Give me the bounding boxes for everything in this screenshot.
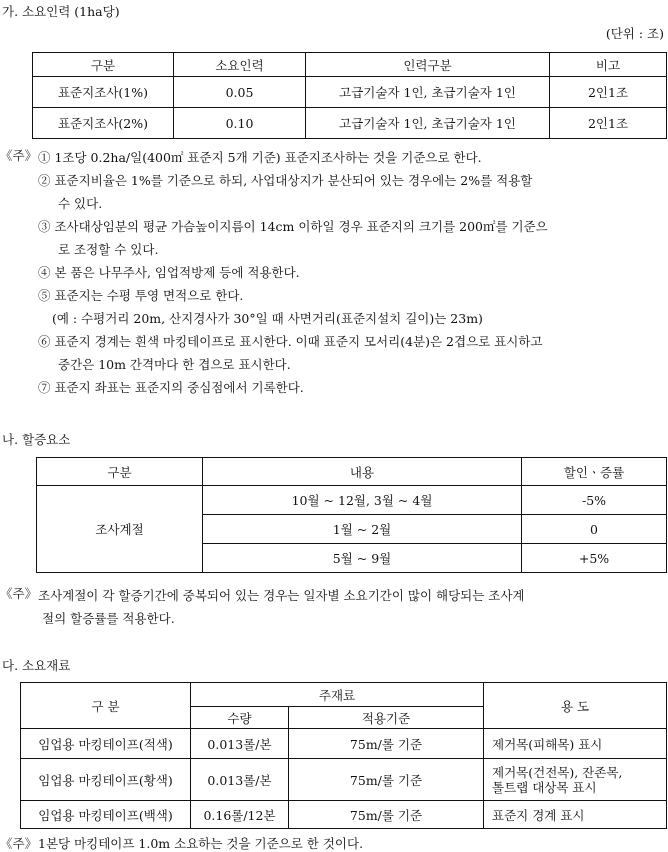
table-cell: 75m/롤 기준 (289, 801, 484, 829)
table-cell: 75m/롤 기준 (289, 759, 484, 801)
table-cell: 표준지 경계 표시 (484, 801, 667, 829)
note-mark: 《주》 (0, 148, 38, 163)
table-cell: 10월 ~ 12월, 3월 ~ 4월 (203, 486, 522, 515)
header-cell: 적용기준 (289, 707, 484, 729)
table-cell: 5월 ~ 9월 (203, 544, 522, 573)
table-cell: 2인1조 (550, 108, 667, 139)
table-cell: 표준지조사(1%) (33, 77, 174, 108)
table-header-row (21, 683, 667, 707)
note-mark: 《주》 (0, 586, 38, 601)
note-item: ⑥ 표준지 경계는 흰색 마킹테이프로 표시한다. 이때 표준지 모서리(4분)은 2겹으로 표시하고 (38, 334, 543, 349)
table-row (33, 77, 667, 108)
header-cell: 수량 (191, 707, 289, 729)
note-item: 조사계절이 각 할증기간에 중복되어 있는 경우는 일자별 소요기간이 많이 해당되는 조사계 (38, 588, 525, 603)
header-cell: 소요인력 (174, 53, 306, 77)
header-cell: 내용 (203, 458, 522, 486)
table-cell: 0.05 (174, 77, 306, 108)
header-cell: 용 도 (484, 683, 667, 729)
table-cell: 고급기술자 1인, 초급기술자 1인 (306, 77, 550, 108)
table-cell: 0.013롤/본 (191, 729, 289, 759)
section-a-title: 가. 소요인력 (1ha당) (2, 4, 120, 19)
header-cell: 할인ㆍ증률 (522, 458, 667, 486)
surcharge-table (36, 457, 667, 573)
notes-list (38, 146, 548, 399)
table-cell: 0.10 (174, 108, 306, 139)
header-cell: 구분 (33, 53, 174, 77)
table-cell: 1월 ~ 2월 (203, 515, 522, 544)
table-cell: 임업용 마킹테이프(백색) (21, 801, 191, 829)
note-item: 중간은 10m 간격마다 한 겹으로 표시한다. (58, 357, 291, 372)
table-cell: 0.013롤/본 (191, 759, 289, 801)
note-item: 1본당 마킹테이프 1.0m 소요하는 것을 기준으로 한 것이다. (38, 836, 364, 851)
table-row (21, 759, 667, 801)
notes-list (38, 584, 525, 630)
table-header-row (37, 458, 667, 486)
table-cell: +5% (522, 544, 667, 573)
table-row (21, 729, 667, 759)
note-item: (예 : 수평거리 20m, 산지경사가 30°일 때 사면거리(표준지설치 길이)는 23m) (52, 311, 483, 326)
note-item: 로 조정할 수 있다. (58, 242, 159, 257)
note-mark: 《주》 (0, 836, 38, 851)
table-cell: 0 (522, 515, 667, 544)
table-row (21, 801, 667, 829)
table-cell: 0.16롤/12본 (191, 801, 289, 829)
note-item: ⑤ 표준지는 수평 투영 면적으로 한다. (38, 288, 244, 303)
table-cell: 임업용 마킹테이프(황색) (21, 759, 191, 801)
header-cell: 구분 (37, 458, 203, 486)
group-cell: 조사계절 (37, 486, 203, 573)
header-cell: 인력구분 (306, 53, 550, 77)
note-item: ③ 조사대상임분의 평균 가슴높이지름이 14cm 이하일 경우 표준지의 크기를 200㎡를 기준으 (38, 219, 548, 234)
note-item: 수 있다. (58, 196, 103, 211)
table-cell: 고급기술자 1인, 초급기술자 1인 (306, 108, 550, 139)
unit-label: (단위 : 조) (605, 26, 664, 41)
note-item: ② 표준지비율은 1%를 기준으로 하되, 사업대상지가 분산되어 있는 경우에는 2%를 적용할 (38, 173, 533, 188)
table-cell: 제거목(피해목) 표시 (484, 729, 667, 759)
table-row (37, 486, 667, 515)
table-cell: 75m/롤 기준 (289, 729, 484, 759)
table-cell: -5% (522, 486, 667, 515)
header-cell: 주재료 (191, 683, 484, 707)
note-item: 절의 할증률를 적용한다. (42, 611, 175, 626)
note-item: ④ 본 품은 나무주사, 임업적방제 등에 적용한다. (38, 265, 300, 280)
header-cell: 구 분 (21, 683, 191, 729)
note-item: ⑦ 표준지 좌표는 표준지의 중심점에서 기록한다. (38, 380, 304, 395)
table-header-row (33, 53, 667, 77)
table-cell: 제거목(건전목), 잔존목, 톨트랩 대상목 표시 (484, 759, 667, 801)
table-cell: 2인1조 (550, 77, 667, 108)
table-cell: 표준지조사(2%) (33, 108, 174, 139)
section-c-title: 다. 소요재료 (2, 658, 71, 673)
section-b-title: 나. 할증요소 (2, 432, 71, 447)
note-item: ① 1조당 0.2ha/일(400㎡ 표준지 5개 기준) 표준지조사하는 것을 기준으로 한다. (38, 150, 482, 165)
table-cell: 임업용 마킹테이프(적색) (21, 729, 191, 759)
header-cell: 비고 (550, 53, 667, 77)
table-row (33, 108, 667, 139)
materials-table (20, 682, 667, 829)
manpower-table (32, 52, 667, 139)
